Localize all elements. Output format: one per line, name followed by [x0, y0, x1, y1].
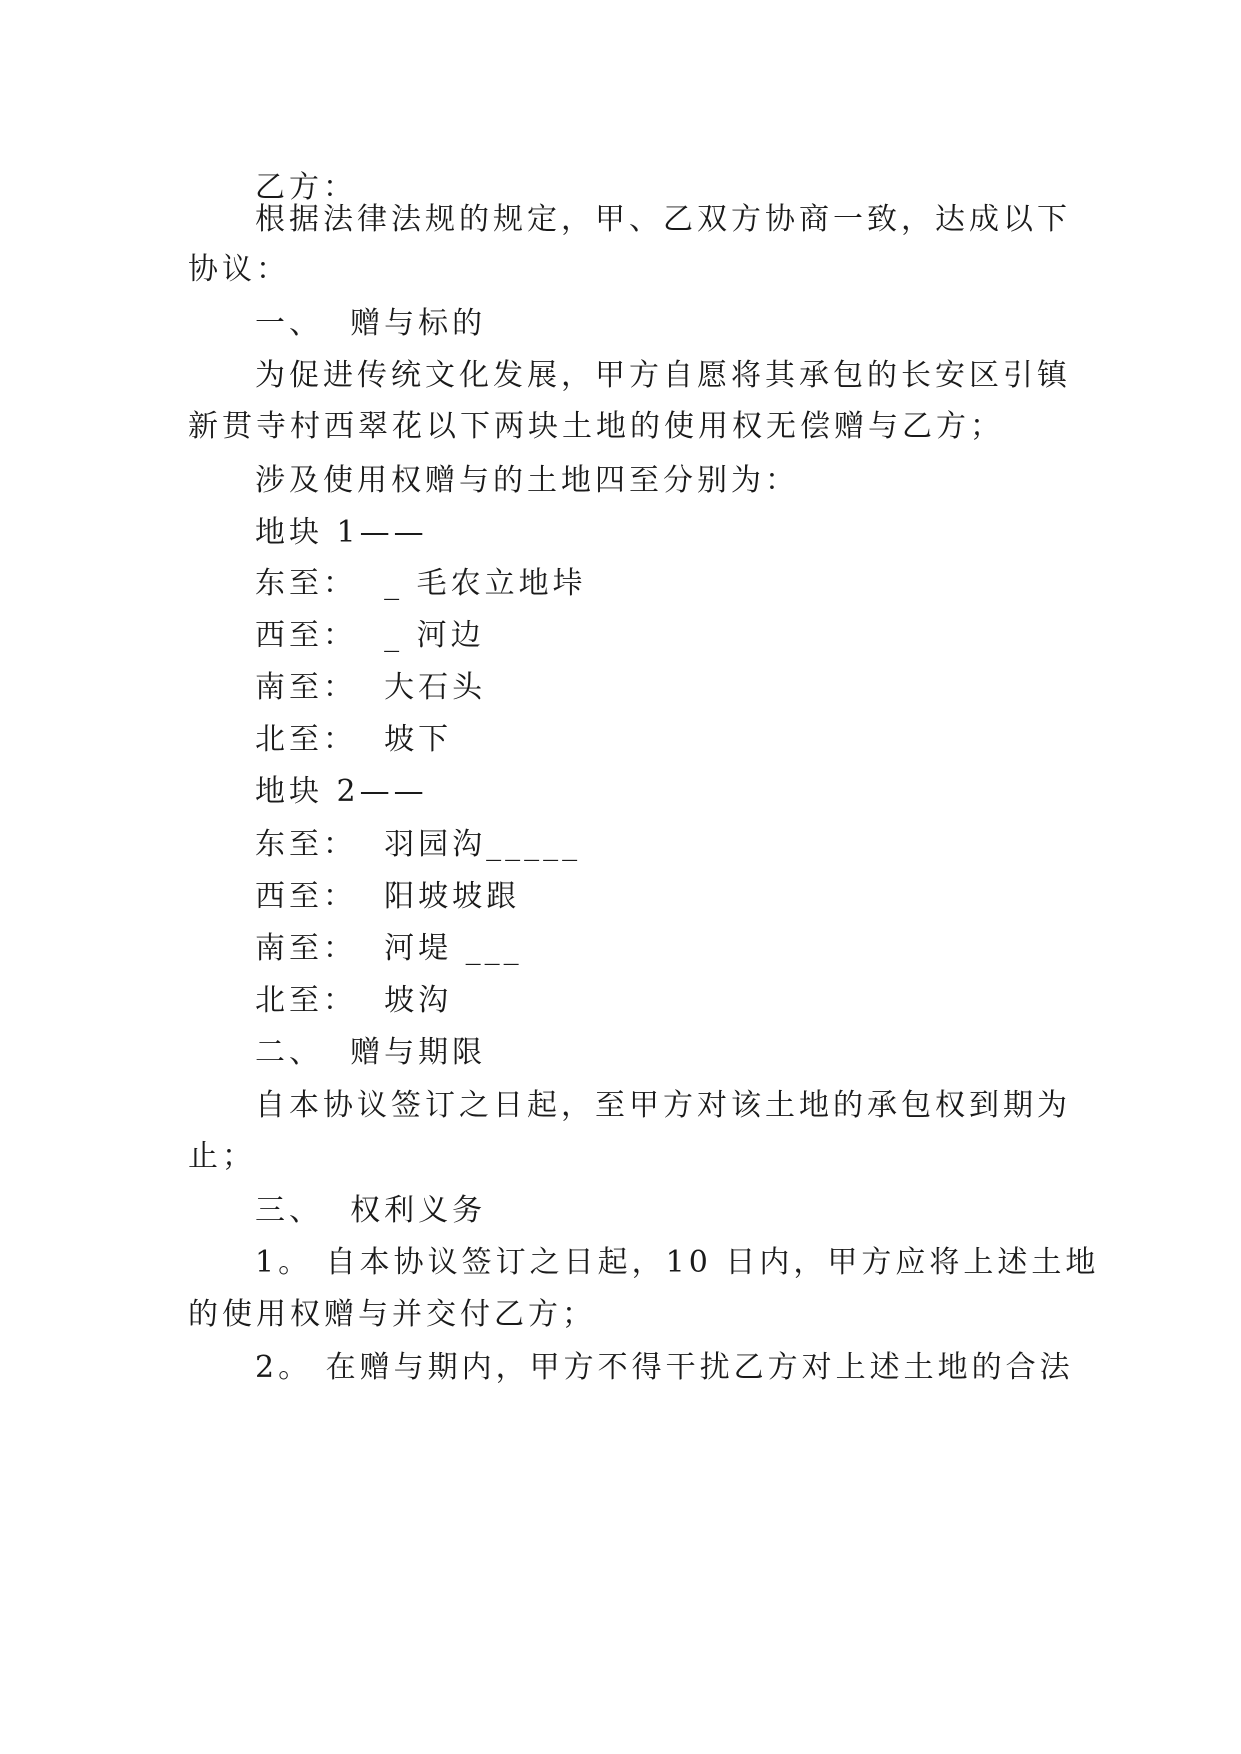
text-line: 北至： 坡下	[255, 722, 453, 757]
text-line: 根据法律法规的规定，甲、乙双方协商一致，达成以下	[255, 202, 1071, 237]
text-line: 东至： 羽园沟_____	[255, 827, 582, 862]
text-line: 2。 在赠与期内，甲方不得干扰乙方对上述土地的合法	[255, 1350, 1074, 1385]
text-line: 涉及使用权赠与的土地四至分别为：	[255, 463, 799, 498]
text-line: 东至： _ 毛农立地垰	[255, 566, 587, 601]
text-line: 新贯寺村西翠花以下两块土地的使用权无偿赠与乙方；	[188, 409, 1004, 444]
section-heading: 二、 赠与期限	[255, 1035, 487, 1070]
text-line: 南至： 河堤 ___	[255, 931, 523, 966]
text-line: 的使用权赠与并交付乙方；	[188, 1297, 596, 1332]
section-heading: 一、 赠与标的	[255, 306, 487, 341]
text-line: 南至： 大石头	[255, 670, 487, 705]
text-line: 协议：	[188, 252, 290, 287]
text-line: 乙方：	[255, 170, 357, 205]
text-line: 西至： 阳坡坡跟	[255, 879, 521, 914]
text-line: 北至： 坡沟	[255, 983, 453, 1018]
text-line: 止；	[188, 1139, 256, 1174]
text-line: 自本协议签订之日起，至甲方对该土地的承包权到期为	[255, 1088, 1071, 1123]
text-line: 西至： _ 河边	[255, 618, 485, 653]
text-line: 地块 2——	[255, 774, 428, 809]
text-line: 为促进传统文化发展，甲方自愿将其承包的长安区引镇	[255, 358, 1071, 393]
text-line: 1。 自本协议签订之日起，10 日内，甲方应将上述土地	[255, 1245, 1100, 1280]
section-heading: 三、 权利义务	[255, 1193, 487, 1228]
text-line: 地块 1——	[255, 515, 428, 550]
